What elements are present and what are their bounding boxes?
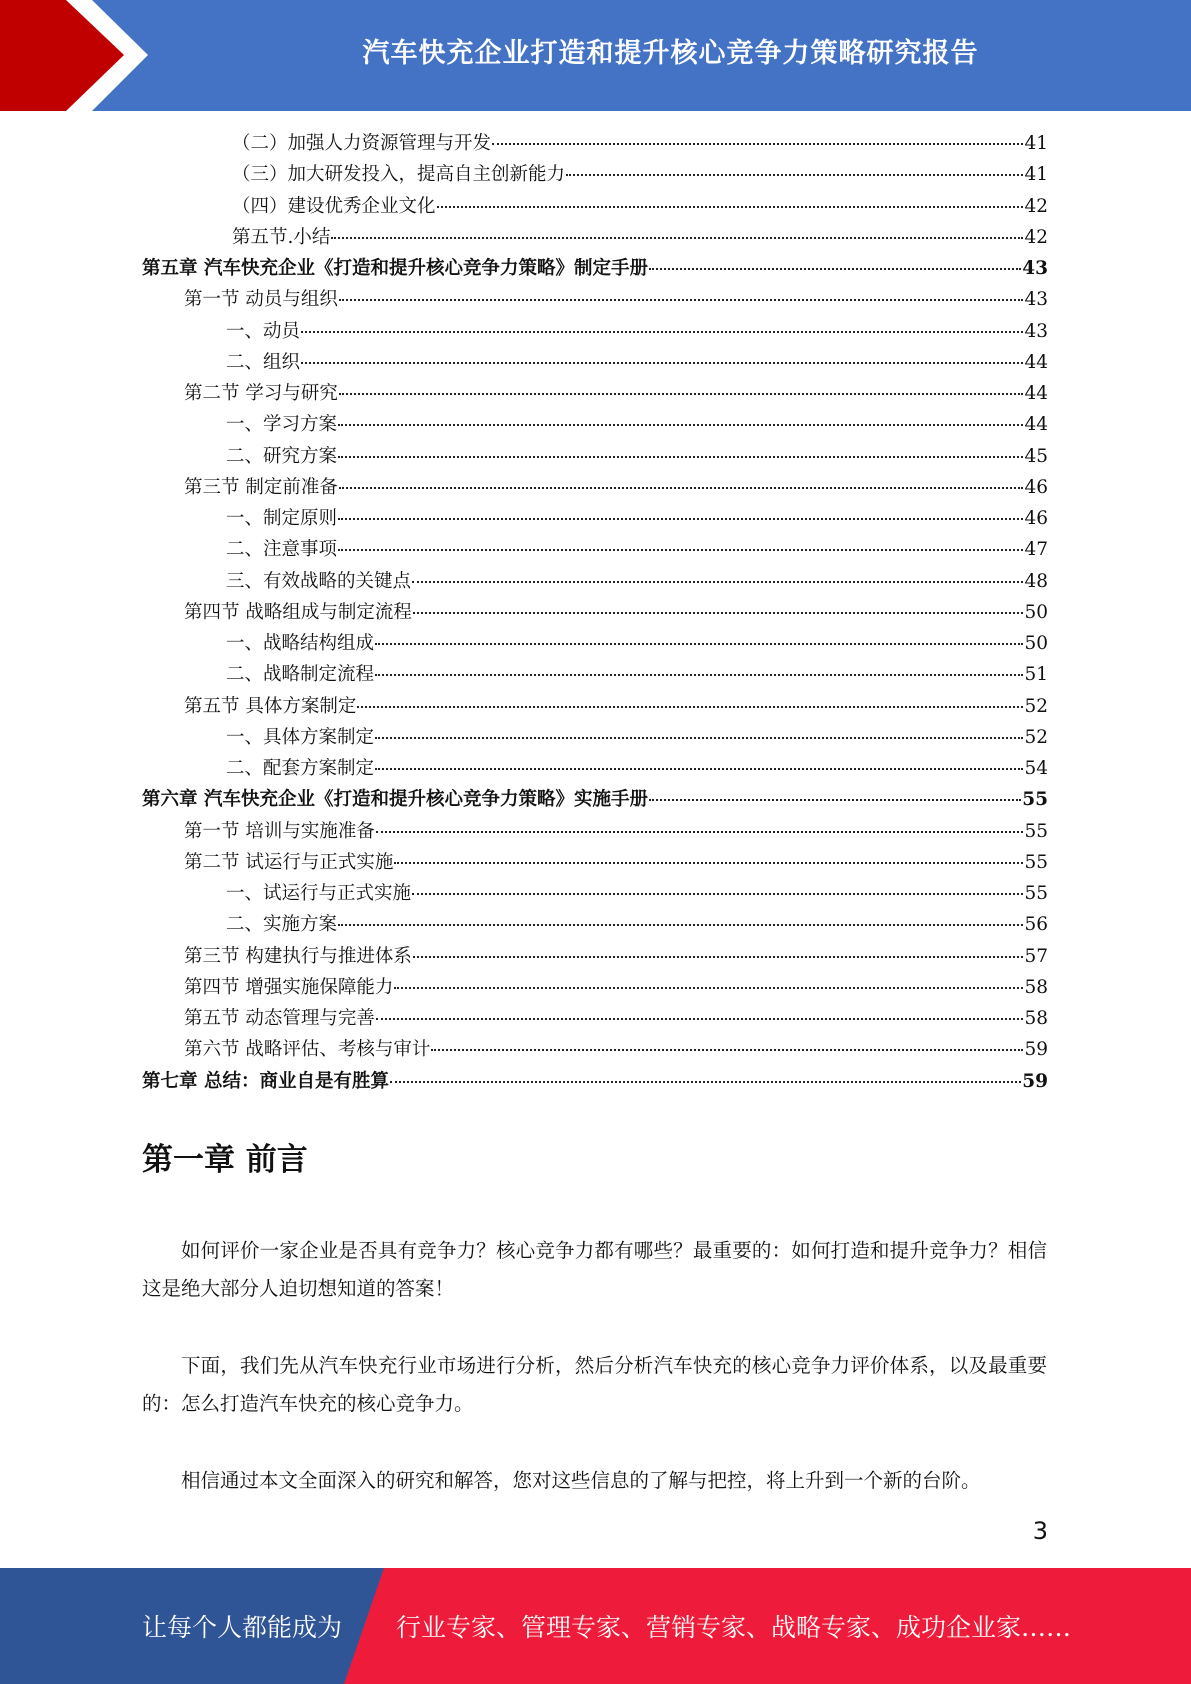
toc-entry-label: 第二节 学习与研究 xyxy=(184,383,338,404)
toc-entry-page: 44 xyxy=(1024,383,1048,404)
toc-leader-dots xyxy=(338,456,1023,458)
toc-entry-page: 48 xyxy=(1024,570,1048,592)
toc-entry[interactable] xyxy=(142,1034,1048,1065)
toc-leader-dots xyxy=(390,1081,1021,1083)
toc-entry-page: 43 xyxy=(1024,320,1048,342)
toc-entry[interactable] xyxy=(142,784,1048,815)
toc-entry-page: 44 xyxy=(1024,414,1048,436)
toc-leader-dots xyxy=(338,424,1023,426)
toc-entry-label: （四）建设优秀企业文化 xyxy=(232,195,436,217)
toc-leader-dots xyxy=(339,487,1024,489)
toc-entry-label: 第七章 总结：商业自是有胜算 xyxy=(142,1070,389,1092)
toc-leader-dots xyxy=(339,299,1024,301)
toc-entry-label: 一、动员 xyxy=(226,320,301,342)
toc-entry-label: 第五节 动态管理与完善 xyxy=(184,1008,375,1029)
page-number: 3 xyxy=(1032,1517,1048,1545)
toc-leader-dots xyxy=(338,924,1023,926)
page-header xyxy=(0,0,1191,111)
toc-entry-label: 一、学习方案 xyxy=(226,414,338,436)
toc-entry-page: 58 xyxy=(1024,1008,1048,1029)
paragraph xyxy=(142,1462,1047,1500)
paragraph-text: 相信通过本文全面深入的研究和解答，您对这些信息的了解与把控，将上升到一个新的台阶。 xyxy=(181,1469,981,1492)
toc-entry[interactable] xyxy=(142,409,1048,440)
toc-entry-page: 52 xyxy=(1024,695,1048,717)
report-title: 汽车快充企业打造和提升核心竞争力策略研究报告 xyxy=(362,37,979,69)
toc-entry-page: 52 xyxy=(1024,726,1048,748)
toc-leader-dots xyxy=(375,737,1023,739)
toc-entry-page: 46 xyxy=(1024,476,1048,498)
toc-entry-page: 47 xyxy=(1024,539,1048,561)
toc-entry-page: 41 xyxy=(1024,164,1048,186)
toc-entry-label: （三）加大研发投入，提高自主创新能力 xyxy=(232,164,566,186)
paragraph xyxy=(142,1232,1047,1308)
toc-entry[interactable] xyxy=(142,378,1048,409)
toc-leader-dots xyxy=(375,768,1023,770)
toc-entry-page: 51 xyxy=(1024,664,1048,686)
toc-entry[interactable] xyxy=(142,222,1048,253)
toc-entry-page: 44 xyxy=(1024,351,1048,373)
toc-entry[interactable] xyxy=(142,597,1048,628)
toc-entry-label: 一、制定原则 xyxy=(226,508,338,529)
table-of-contents xyxy=(142,128,1048,1097)
toc-leader-dots xyxy=(376,1018,1024,1020)
arrow-logo-icon xyxy=(0,0,160,111)
toc-entry-label: 第三节 构建执行与推进体系 xyxy=(184,945,412,967)
toc-entry-page: 42 xyxy=(1024,195,1048,217)
toc-leader-dots xyxy=(412,581,1023,583)
toc-leader-dots xyxy=(375,674,1023,676)
toc-entry-page: 58 xyxy=(1024,976,1048,998)
toc-entry-page: 50 xyxy=(1024,633,1048,654)
chapter-heading: 第一章 前言 xyxy=(142,1142,308,1178)
toc-entry-page: 42 xyxy=(1024,226,1048,248)
toc-entry-label: 一、战略结构组成 xyxy=(226,633,375,654)
toc-entry[interactable] xyxy=(142,972,1048,1003)
toc-entry-label: 第四节 战略组成与制定流程 xyxy=(184,601,412,623)
toc-entry-label: 一、试运行与正式实施 xyxy=(226,883,412,904)
toc-entry-page: 57 xyxy=(1024,945,1048,967)
toc-entry[interactable] xyxy=(142,316,1048,347)
toc-entry-label: 二、战略制定流程 xyxy=(226,664,375,686)
toc-leader-dots xyxy=(301,362,1023,364)
toc-entry[interactable] xyxy=(142,816,1048,847)
toc-entry-page: 55 xyxy=(1024,883,1048,904)
toc-entry-page: 45 xyxy=(1024,445,1048,467)
toc-leader-dots xyxy=(301,331,1023,333)
toc-entry[interactable] xyxy=(142,347,1048,378)
toc-entry[interactable] xyxy=(142,128,1048,159)
toc-leader-dots xyxy=(413,612,1024,614)
toc-entry-label: 二、注意事项 xyxy=(226,539,338,561)
toc-entry[interactable] xyxy=(142,847,1048,878)
toc-entry-label: 二、实施方案 xyxy=(226,914,338,936)
toc-leader-dots xyxy=(338,549,1023,551)
toc-entry-label: 二、研究方案 xyxy=(226,445,338,467)
toc-entry-label: 一、具体方案制定 xyxy=(226,726,375,748)
toc-entry[interactable] xyxy=(142,628,1048,659)
toc-entry-label: 第五节.小结 xyxy=(232,226,331,248)
toc-leader-dots xyxy=(649,268,1021,270)
toc-entry-label: 第五节 具体方案制定 xyxy=(184,695,357,717)
toc-entry-label: 三、有效战略的关键点 xyxy=(226,570,412,592)
toc-leader-dots xyxy=(394,987,1023,989)
paragraph-text: 下面，我们先从汽车快充行业市场进行分析，然后分析汽车快充的核心竞争力评价体系，以及最重要的：怎么打造汽车快充的核心竞争力。 xyxy=(142,1354,1047,1415)
toc-entry[interactable] xyxy=(142,878,1048,909)
toc-entry[interactable] xyxy=(142,566,1048,597)
toc-entry-label: 二、配套方案制定 xyxy=(226,758,375,779)
toc-leader-dots xyxy=(437,206,1024,208)
toc-entry-page: 43 xyxy=(1022,258,1048,279)
toc-entry-label: 第六节 战略评估、考核与审计 xyxy=(184,1039,431,1061)
toc-entry[interactable] xyxy=(142,284,1048,315)
toc-entry-label: （二）加强人力资源管理与开发 xyxy=(232,133,492,154)
toc-entry[interactable] xyxy=(142,1003,1048,1034)
toc-entry[interactable] xyxy=(142,159,1048,190)
toc-entry[interactable] xyxy=(142,1066,1048,1097)
toc-entry[interactable] xyxy=(142,503,1048,534)
toc-entry[interactable] xyxy=(142,534,1048,565)
toc-leader-dots xyxy=(357,706,1023,708)
toc-entry[interactable] xyxy=(142,691,1048,722)
paragraph-text: 如何评价一家企业是否具有竞争力？核心竞争力都有哪些？最重要的：如何打造和提升竞争力？相信这是绝大部分人迫切想知道的答案！ xyxy=(142,1239,1047,1300)
toc-leader-dots xyxy=(375,643,1023,645)
toc-entry-page: 54 xyxy=(1024,758,1048,779)
toc-entry-label: 第六章 汽车快充企业《打造和提升核心竞争力策略》实施手册 xyxy=(142,789,648,811)
toc-entry[interactable] xyxy=(142,253,1048,284)
toc-entry[interactable] xyxy=(142,191,1048,222)
toc-entry-label: 第四节 增强实施保障能力 xyxy=(184,976,394,998)
toc-entry[interactable] xyxy=(142,722,1048,753)
toc-entry-label: 第三节 制定前准备 xyxy=(184,476,338,498)
toc-leader-dots xyxy=(338,518,1023,520)
paragraph xyxy=(142,1347,1047,1423)
toc-entry[interactable] xyxy=(142,909,1048,940)
toc-entry-label: 第一节 动员与组织 xyxy=(184,289,338,311)
toc-entry-page: 43 xyxy=(1024,289,1048,311)
toc-entry[interactable] xyxy=(142,472,1048,503)
toc-leader-dots xyxy=(566,174,1023,176)
toc-entry-label: 第一节 培训与实施准备 xyxy=(184,820,375,842)
toc-entry-page: 56 xyxy=(1024,914,1048,936)
toc-entry-label: 第二节 试运行与正式实施 xyxy=(184,851,394,873)
toc-leader-dots xyxy=(412,893,1023,895)
footer-slogan-left: 让每个人都能成为 xyxy=(142,1613,343,1642)
toc-entry[interactable] xyxy=(142,659,1048,690)
toc-entry-page: 50 xyxy=(1024,601,1048,623)
toc-entry-page: 55 xyxy=(1024,820,1048,842)
toc-entry-page: 55 xyxy=(1024,851,1048,873)
toc-leader-dots xyxy=(649,799,1021,801)
toc-leader-dots xyxy=(492,143,1023,145)
toc-leader-dots xyxy=(413,956,1024,958)
toc-entry-label: 二、组织 xyxy=(226,351,301,373)
toc-leader-dots xyxy=(394,862,1023,864)
toc-entry[interactable] xyxy=(142,753,1048,784)
toc-entry-page: 46 xyxy=(1024,508,1048,529)
toc-entry[interactable] xyxy=(142,941,1048,972)
toc-leader-dots xyxy=(339,393,1024,395)
toc-entry-page: 41 xyxy=(1024,133,1048,154)
toc-entry-label: 第五章 汽车快充企业《打造和提升核心竞争力策略》制定手册 xyxy=(142,258,648,279)
footer-slogan-right: 行业专家、管理专家、营销专家、战略专家、成功企业家…… xyxy=(396,1613,1072,1642)
toc-leader-dots xyxy=(376,831,1024,833)
toc-entry-page: 55 xyxy=(1022,789,1048,811)
page-footer xyxy=(0,1568,1191,1684)
toc-leader-dots xyxy=(431,1049,1023,1051)
toc-entry[interactable] xyxy=(142,441,1048,472)
toc-entry-page: 59 xyxy=(1024,1039,1048,1061)
toc-leader-dots xyxy=(331,237,1023,239)
toc-entry-page: 59 xyxy=(1022,1070,1048,1092)
